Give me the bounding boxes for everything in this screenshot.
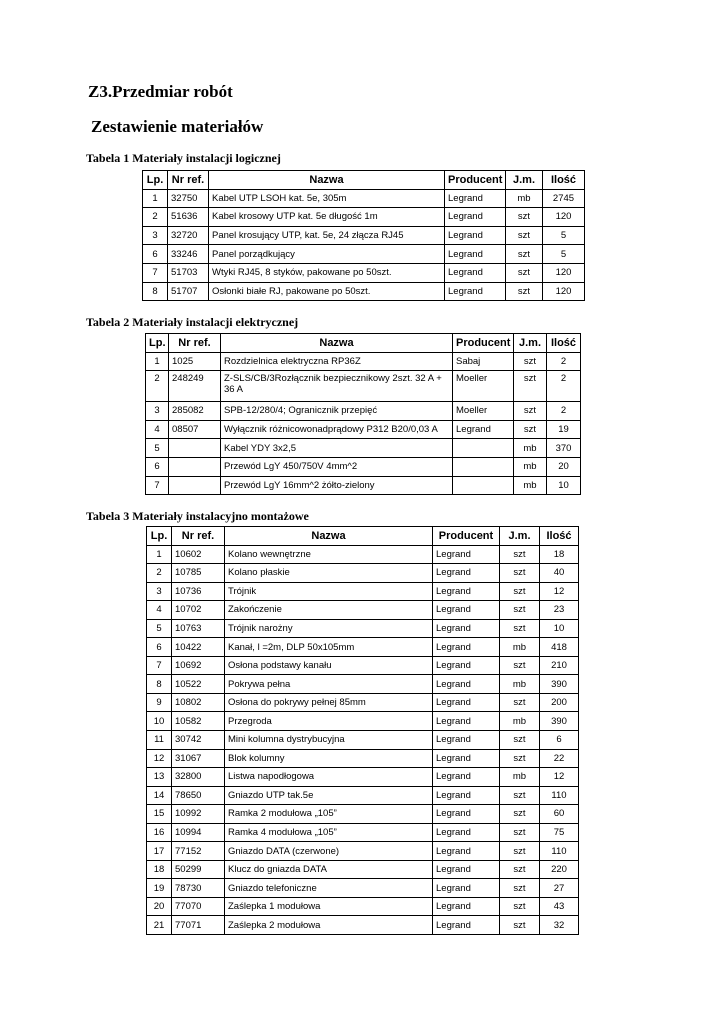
cell-lp: 14 (147, 786, 172, 805)
cell-producer: Legrand (445, 226, 506, 245)
cell-unit: szt (500, 823, 540, 842)
cell-producer: Legrand (433, 860, 500, 879)
cell-lp: 2 (143, 208, 168, 227)
cell-ref: 10736 (172, 582, 225, 601)
cell-unit: szt (500, 619, 540, 638)
table-row (143, 226, 585, 245)
table-row (146, 371, 581, 402)
cell-lp: 6 (147, 638, 172, 657)
cell-name: Zakończenie (225, 601, 433, 620)
table-row (146, 420, 581, 439)
cell-name: Osłonki białe RJ, pakowane po 50szt. (209, 282, 445, 301)
cell-producer: Legrand (433, 638, 500, 657)
cell-lp: 20 (147, 897, 172, 916)
cell-ref: 285082 (169, 402, 221, 421)
column-header: Nr ref. (168, 171, 209, 190)
cell-ref: 10692 (172, 656, 225, 675)
cell-name: SPB-12/280/4; Ogranicznik przepięć (221, 402, 453, 421)
cell-producer: Legrand (433, 786, 500, 805)
cell-lp: 7 (143, 263, 168, 282)
cell-ref: 31067 (172, 749, 225, 768)
cell-name: Przewód LgY 16mm^2 żółto-zielony (221, 476, 453, 495)
cell-producer: Legrand (433, 693, 500, 712)
cell-lp: 19 (147, 879, 172, 898)
column-header: Producent (453, 334, 514, 353)
table-row (147, 712, 579, 731)
column-header: J.m. (500, 527, 540, 546)
cell-name: Blok kolumny (225, 749, 433, 768)
column-header: Ilość (543, 171, 585, 190)
table-caption: Tabela 2 Materiały instalacji elektrycznej (86, 315, 299, 329)
cell-name: Osłona podstawy kanału (225, 656, 433, 675)
cell-ref: 32720 (168, 226, 209, 245)
cell-name: Zaślepka 2 modułowa (225, 916, 433, 935)
cell-lp: 2 (147, 564, 172, 583)
cell-producer: Legrand (433, 712, 500, 731)
table-row (147, 675, 579, 694)
table-row (143, 263, 585, 282)
cell-lp: 1 (146, 352, 169, 371)
table-row (146, 457, 581, 476)
cell-lp: 7 (147, 656, 172, 675)
cell-unit: szt (500, 693, 540, 712)
cell-name: Gniazdo DATA (czerwone) (225, 842, 433, 861)
cell-ref: 10602 (172, 545, 225, 564)
table-caption: Tabela 3 Materiały instalacyjno montażowe (86, 509, 309, 523)
cell-producer: Legrand (433, 842, 500, 861)
cell-qty: 23 (540, 601, 579, 620)
cell-name: Kabel YDY 3x2,5 (221, 439, 453, 458)
cell-qty: 20 (547, 457, 581, 476)
cell-producer: Legrand (433, 675, 500, 694)
cell-producer (453, 476, 514, 495)
cell-unit: szt (500, 656, 540, 675)
cell-name: Kabel UTP LSOH kat. 5e, 305m (209, 189, 445, 208)
cell-producer: Legrand (433, 916, 500, 935)
cell-unit: szt (514, 352, 547, 371)
cell-ref: 78650 (172, 786, 225, 805)
cell-unit: szt (500, 601, 540, 620)
table-row (146, 402, 581, 421)
cell-ref: 77152 (172, 842, 225, 861)
cell-lp: 9 (147, 693, 172, 712)
cell-name: Kabel krosowy UTP kat. 5e długość 1m (209, 208, 445, 227)
cell-producer: Legrand (445, 245, 506, 264)
cell-unit: szt (500, 897, 540, 916)
materials-table-logical (142, 170, 585, 301)
cell-lp: 6 (143, 245, 168, 264)
column-header: Producent (433, 527, 500, 546)
cell-name: Gniazdo telefoniczne (225, 879, 433, 898)
table-row (147, 749, 579, 768)
cell-unit: mb (500, 638, 540, 657)
cell-qty: 32 (540, 916, 579, 935)
cell-ref: 10702 (172, 601, 225, 620)
cell-unit: szt (500, 564, 540, 583)
materials-table-electrical (145, 333, 581, 495)
cell-name: Osłona do pokrywy pełnej 85mm (225, 693, 433, 712)
cell-ref: 32750 (168, 189, 209, 208)
cell-qty: 12 (540, 768, 579, 787)
cell-name: Panel porządkujący (209, 245, 445, 264)
cell-unit: mb (506, 189, 543, 208)
cell-lp: 8 (143, 282, 168, 301)
cell-name: Przewód LgY 450/750V 4mm^2 (221, 457, 453, 476)
table-row (143, 245, 585, 264)
cell-qty: 10 (547, 476, 581, 495)
cell-lp: 3 (146, 402, 169, 421)
table-row (147, 619, 579, 638)
cell-ref: 51707 (168, 282, 209, 301)
cell-lp: 12 (147, 749, 172, 768)
cell-lp: 5 (147, 619, 172, 638)
cell-qty: 390 (540, 712, 579, 731)
cell-qty: 18 (540, 545, 579, 564)
cell-name: Mini kolumna dystrybucyjna (225, 731, 433, 750)
table-caption: Tabela 1 Materiały instalacji logicznej (86, 151, 281, 165)
cell-producer: Legrand (433, 805, 500, 824)
cell-name: Kolano wewnętrzne (225, 545, 433, 564)
cell-lp: 2 (146, 371, 169, 402)
cell-unit: szt (500, 545, 540, 564)
cell-lp: 7 (146, 476, 169, 495)
cell-name: Zaślepka 1 modułowa (225, 897, 433, 916)
cell-producer: Legrand (453, 420, 514, 439)
cell-producer: Legrand (433, 582, 500, 601)
table-header-row (143, 171, 585, 190)
column-header: Nazwa (225, 527, 433, 546)
cell-qty: 2 (547, 352, 581, 371)
cell-lp: 11 (147, 731, 172, 750)
cell-qty: 370 (547, 439, 581, 458)
table-row (143, 282, 585, 301)
column-header: Producent (445, 171, 506, 190)
cell-lp: 13 (147, 768, 172, 787)
cell-lp: 18 (147, 860, 172, 879)
cell-name: Ramka 2 modułowa „105” (225, 805, 433, 824)
cell-ref: 77070 (172, 897, 225, 916)
cell-unit: mb (514, 476, 547, 495)
cell-ref: 10582 (172, 712, 225, 731)
cell-unit: szt (506, 226, 543, 245)
table-row (143, 208, 585, 227)
table-row (146, 439, 581, 458)
cell-qty: 110 (540, 842, 579, 861)
table-row (147, 545, 579, 564)
table-row (147, 656, 579, 675)
cell-lp: 16 (147, 823, 172, 842)
cell-unit: szt (500, 842, 540, 861)
cell-unit: szt (500, 731, 540, 750)
cell-ref: 10522 (172, 675, 225, 694)
cell-unit: szt (500, 582, 540, 601)
cell-producer: Legrand (433, 601, 500, 620)
column-header: Nr ref. (169, 334, 221, 353)
cell-producer: Moeller (453, 402, 514, 421)
cell-qty: 220 (540, 860, 579, 879)
cell-name: Rozdzielnica elektryczna RP36Z (221, 352, 453, 371)
column-header: Lp. (147, 527, 172, 546)
cell-unit: szt (506, 208, 543, 227)
cell-qty: 210 (540, 656, 579, 675)
cell-ref: 30742 (172, 731, 225, 750)
cell-ref: 1025 (169, 352, 221, 371)
cell-producer: Legrand (445, 208, 506, 227)
cell-producer (453, 457, 514, 476)
cell-qty: 120 (543, 263, 585, 282)
column-header: Ilość (547, 334, 581, 353)
column-header: Nr ref. (172, 527, 225, 546)
cell-unit: szt (514, 420, 547, 439)
column-header: Nazwa (221, 334, 453, 353)
cell-producer: Legrand (433, 731, 500, 750)
table-row (147, 860, 579, 879)
cell-name: Pokrywa pełna (225, 675, 433, 694)
cell-unit: mb (500, 768, 540, 787)
table-row (146, 476, 581, 495)
column-header: J.m. (514, 334, 547, 353)
cell-ref: 10785 (172, 564, 225, 583)
cell-qty: 2 (547, 371, 581, 402)
table-row (147, 693, 579, 712)
cell-name: Kanał, l =2m, DLP 50x105mm (225, 638, 433, 657)
cell-qty: 418 (540, 638, 579, 657)
cell-lp: 4 (146, 420, 169, 439)
cell-lp: 3 (143, 226, 168, 245)
cell-qty: 40 (540, 564, 579, 583)
cell-ref: 10422 (172, 638, 225, 657)
cell-unit: mb (500, 712, 540, 731)
cell-lp: 1 (143, 189, 168, 208)
cell-unit: mb (500, 675, 540, 694)
cell-unit: szt (506, 263, 543, 282)
cell-producer: Legrand (433, 768, 500, 787)
cell-lp: 5 (146, 439, 169, 458)
cell-ref: 33246 (168, 245, 209, 264)
cell-lp: 8 (147, 675, 172, 694)
table-row (147, 731, 579, 750)
cell-ref: 78730 (172, 879, 225, 898)
cell-qty: 200 (540, 693, 579, 712)
cell-unit: szt (514, 402, 547, 421)
cell-ref: 248249 (169, 371, 221, 402)
cell-producer: Moeller (453, 371, 514, 402)
cell-ref: 08507 (169, 420, 221, 439)
cell-name: Kolano płaskie (225, 564, 433, 583)
table-row (147, 879, 579, 898)
cell-name: Trójnik (225, 582, 433, 601)
cell-producer: Legrand (433, 619, 500, 638)
cell-qty: 120 (543, 282, 585, 301)
column-header: J.m. (506, 171, 543, 190)
cell-name: Panel krosujący UTP, kat. 5e, 24 złącza RJ45 (209, 226, 445, 245)
cell-qty: 390 (540, 675, 579, 694)
cell-qty: 12 (540, 582, 579, 601)
cell-qty: 19 (547, 420, 581, 439)
table-row (147, 564, 579, 583)
cell-name: Ramka 4 modułowa „105” (225, 823, 433, 842)
cell-name: Z-SLS/CB/3Rozłącznik bezpiecznikowy 2szt. 32 A + 36 A (221, 371, 453, 402)
cell-qty: 2745 (543, 189, 585, 208)
cell-qty: 60 (540, 805, 579, 824)
table-row (147, 842, 579, 861)
cell-unit: szt (500, 916, 540, 935)
cell-unit: szt (514, 371, 547, 402)
cell-unit: szt (500, 805, 540, 824)
cell-lp: 4 (147, 601, 172, 620)
cell-ref: 51703 (168, 263, 209, 282)
table-row (146, 352, 581, 371)
cell-name: Listwa napodłogowa (225, 768, 433, 787)
cell-name: Gniazdo UTP tak.5e (225, 786, 433, 805)
column-header: Lp. (146, 334, 169, 353)
cell-lp: 21 (147, 916, 172, 935)
cell-producer: Sabaj (453, 352, 514, 371)
cell-ref: 77071 (172, 916, 225, 935)
cell-unit: szt (500, 860, 540, 879)
cell-ref: 10992 (172, 805, 225, 824)
cell-producer: Legrand (433, 656, 500, 675)
cell-name: Przegroda (225, 712, 433, 731)
cell-qty: 75 (540, 823, 579, 842)
table-header-row (147, 527, 579, 546)
cell-qty: 22 (540, 749, 579, 768)
cell-lp: 3 (147, 582, 172, 601)
cell-ref: 10994 (172, 823, 225, 842)
cell-qty: 5 (543, 245, 585, 264)
cell-producer: Legrand (433, 749, 500, 768)
page-title: Z3.Przedmiar robót (88, 82, 233, 101)
column-header: Ilość (540, 527, 579, 546)
cell-qty: 110 (540, 786, 579, 805)
cell-producer: Legrand (433, 823, 500, 842)
cell-lp: 1 (147, 545, 172, 564)
cell-unit: szt (500, 879, 540, 898)
table-row (147, 786, 579, 805)
cell-producer: Legrand (445, 282, 506, 301)
table-row (147, 897, 579, 916)
cell-producer: Legrand (433, 545, 500, 564)
cell-qty: 5 (543, 226, 585, 245)
column-header: Lp. (143, 171, 168, 190)
table-row (147, 768, 579, 787)
table-row (143, 189, 585, 208)
cell-name: Klucz do gniazda DATA (225, 860, 433, 879)
section-title: Zestawienie materiałów (91, 117, 264, 136)
cell-ref: 10802 (172, 693, 225, 712)
column-header: Nazwa (209, 171, 445, 190)
cell-lp: 10 (147, 712, 172, 731)
cell-producer: Legrand (445, 263, 506, 282)
cell-lp: 6 (146, 457, 169, 476)
table-row (147, 582, 579, 601)
table-row (147, 805, 579, 824)
cell-unit: mb (514, 457, 547, 476)
table-header-row (146, 334, 581, 353)
cell-qty: 2 (547, 402, 581, 421)
table-row (147, 638, 579, 657)
cell-producer: Legrand (433, 897, 500, 916)
cell-ref: 10763 (172, 619, 225, 638)
cell-name: Trójnik narożny (225, 619, 433, 638)
cell-producer (453, 439, 514, 458)
cell-qty: 6 (540, 731, 579, 750)
cell-ref (169, 457, 221, 476)
cell-qty: 120 (543, 208, 585, 227)
cell-ref: 51636 (168, 208, 209, 227)
cell-qty: 27 (540, 879, 579, 898)
cell-unit: szt (506, 245, 543, 264)
cell-producer: Legrand (433, 564, 500, 583)
table-row (147, 601, 579, 620)
cell-ref: 50299 (172, 860, 225, 879)
cell-lp: 15 (147, 805, 172, 824)
cell-ref: 32800 (172, 768, 225, 787)
cell-qty: 10 (540, 619, 579, 638)
cell-ref (169, 476, 221, 495)
cell-name: Wtyki RJ45, 8 styków, pakowane po 50szt. (209, 263, 445, 282)
cell-producer: Legrand (433, 879, 500, 898)
cell-unit: szt (500, 786, 540, 805)
materials-table-installation (146, 526, 579, 935)
cell-unit: szt (500, 749, 540, 768)
cell-lp: 17 (147, 842, 172, 861)
cell-producer: Legrand (445, 189, 506, 208)
cell-unit: szt (506, 282, 543, 301)
cell-ref (169, 439, 221, 458)
cell-unit: mb (514, 439, 547, 458)
table-row (147, 916, 579, 935)
cell-name: Wyłącznik różnicowonadprądowy P312 B20/0,03 A (221, 420, 453, 439)
table-row (147, 823, 579, 842)
cell-qty: 43 (540, 897, 579, 916)
